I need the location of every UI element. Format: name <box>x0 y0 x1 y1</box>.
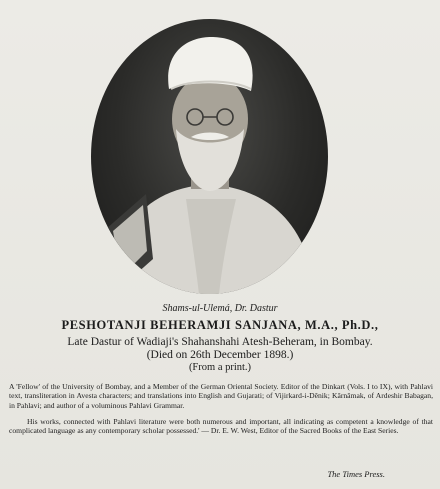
portrait-figure <box>91 19 328 294</box>
source-note: (From a print.) <box>188 362 252 373</box>
portrait-photograph <box>91 19 328 294</box>
honorific-line: Shams-ul-Ulemá, Dr. Dastur <box>162 303 278 314</box>
role-line: Late Dastur of Wadiaji's Shahanshahi Atesh-Beheram, in Bombay. <box>67 336 373 348</box>
quote-paragraph: His works, connected with Pahlavi literature were both numerous and important, all indicating as competent a knowledge of that complicated language as any contemporary scholar possessed.' — Dr. E. W. West, Editor of the Sacred Books of the East Series. <box>9 417 433 436</box>
biography-paragraph: A 'Fellow' of the University of Bombay, and a Member of the German Oriental Society. Editor of the Dinkart (Vols. I to IX), with Pahlavi text, transliteration in Avesta characters; and translations into English and Gujarati; of Vijirkard-i-Dênik; Kârnâmak, of Ardeshir Babagan, in Pahlavi; and author of a voluminous Pahlavi Grammar. <box>9 382 433 410</box>
death-date-line: (Died on 26th December 1898.) <box>146 349 294 361</box>
press-credit: The Times Press. <box>327 469 385 479</box>
subject-name: PESHOTANJI BEHERAMJI SANJANA, M.A., Ph.D., <box>61 318 379 332</box>
